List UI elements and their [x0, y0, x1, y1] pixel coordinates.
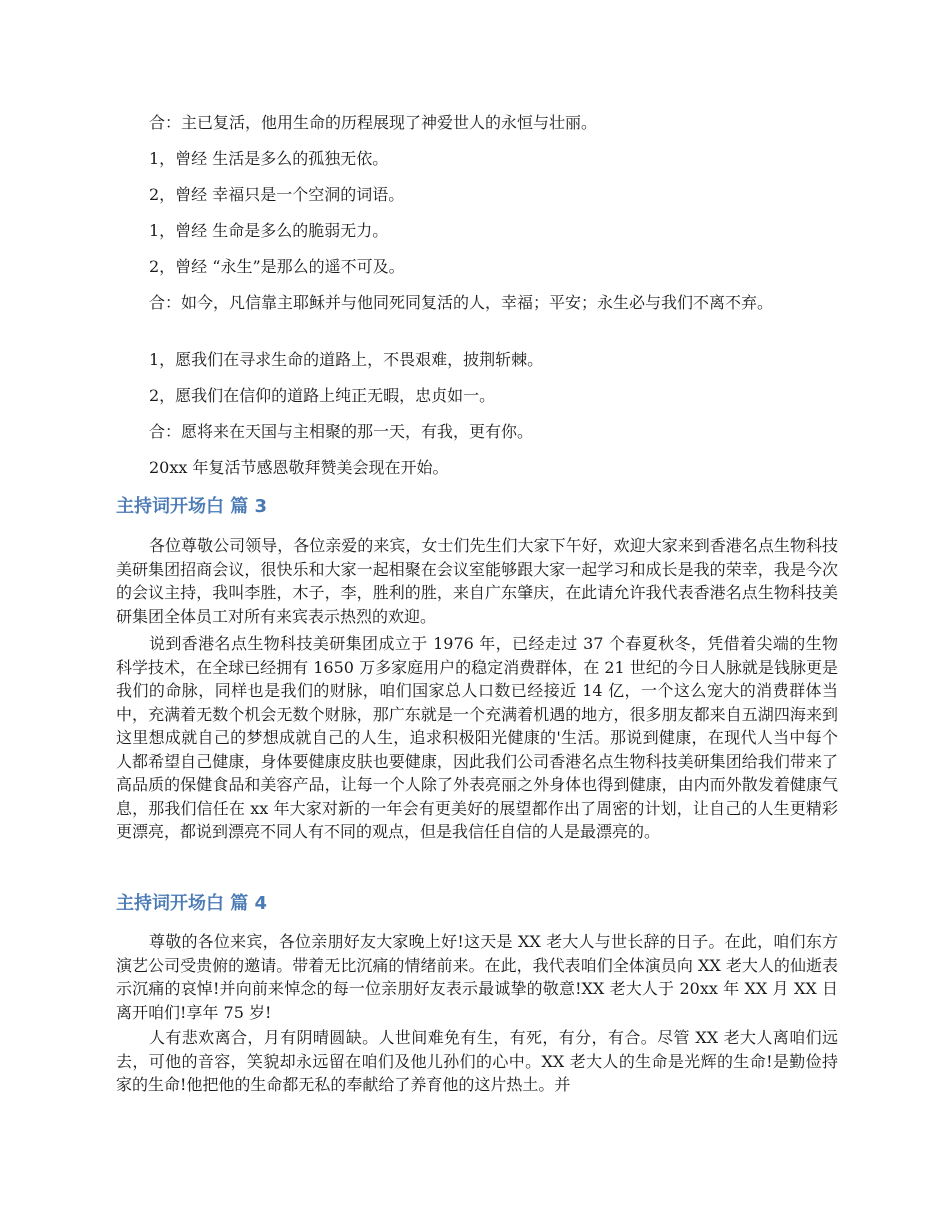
- dialogue-line: 2，曾经 幸福只是一个空洞的词语。: [149, 185, 405, 204]
- dialogue-line: 合：愿将来在天国与主相聚的那一天，有我，更有你。: [149, 422, 534, 441]
- dialogue-line: 20xx 年复活节感恩敬拜赞美会现在开始。: [149, 458, 449, 477]
- dialogue-line: 2，愿我们在信仰的道路上纯正无暇，忠贞如一。: [149, 386, 496, 405]
- dialogue-paragraph: 合：如今，凡信靠主耶稣并与他同死同复活的人，幸福；平安；永生必与我们不离不弃。: [149, 293, 774, 312]
- body-paragraph: 各位尊敬公司领导，各位亲爱的来宾，女士们先生们大家下午好，欢迎大家来到香港名点生物科技美研集团招商会议，很快乐和大家一起相聚在会议室能够跟大家一起学习和成长是我的荣幸，我是今次的会议主持，我叫李胜，木子，李，胜利的胜，来自广东肇庆，在此请允许我代表香港名点生物科技美研集团全体员工对所有来宾表示热烈的欢迎。: [116, 536, 838, 626]
- section-heading: 主持词开场白 篇 4: [116, 893, 268, 914]
- dialogue-line: 1，曾经 生活是多么的孤独无依。: [149, 149, 389, 168]
- dialogue-line: 1，曾经 生命是多么的脆弱无力。: [149, 221, 389, 240]
- body-paragraph: 说到香港名点生物科技美研集团成立于 1976 年，已经走过 37 个春夏秋冬，凭借着尖端的生物科学技术，在全球已经拥有 1650 万多家庭用户的稳定消费群体，在 21 世纪的今日人脉就是钱脉更是我们的命脉，同样也是我们的财脉，咱们国家总人口数已经接近 14 亿，一个这么宠大的消费群体当中，充满着无数个机会无数个财脉，那广东就是一个充满着机遇的地方，很多朋友都来自五湖四海来到这里想成就自己的梦想成就自己的人生，追求积极阳光健康的'生活。那说到健康，在现代人当中每个人都希望自己健康，身体要健康皮肤也要健康，因此我们公司香港名点生物科技美研集团给我们带来了高品质的保健食品和美容产品，让每一个人除了外表亮丽之外身体也得到健康，由内而外散发着健康气息，那我们信任在 xx 年大家对新的一年会有更美好的展望都作出了周密的计划，让自己的人生更精彩更漂亮，都说到漂亮不同人有不同的观点，但是我信任自信的人是最漂亮的。: [116, 634, 838, 841]
- dialogue-line: 合：主已复活，他用生命的历程展现了神爱世人的永恒与壮丽。: [149, 113, 598, 132]
- body-paragraph: 人有悲欢离合，月有阴晴圆缺。人世间难免有生，有死，有分，有合。尽管 XX 老大人离咱们远去，可他的音容，笑貌却永远留在咱们及他儿孙们的心中。XX 老大人的生命是光辉的生命!是勤俭持家的生命!他把他的生命都无私的奉献给了养育他的这片热土。并: [116, 1028, 838, 1094]
- section-heading: 主持词开场白 篇 3: [116, 496, 268, 517]
- dialogue-line: 1，愿我们在寻求生命的道路上，不畏艰难，披荆斩棘。: [149, 350, 544, 369]
- body-paragraph: 尊敬的各位来宾，各位亲朋好友大家晚上好!这天是 XX 老大人与世长辞的日子。在此，咱们东方演艺公司受贵俯的邀请。带着无比沉痛的情绪前来。在此，我代表咱们全体演员向 XX 老大人的仙逝表示沉痛的哀悼!并向前来悼念的每一位亲朋好友表示最诚挚的敬意!XX 老大人于 20xx 年 XX 月 XX 日离开咱们!享年 75 岁!: [116, 932, 838, 1022]
- dialogue-line: 2，曾经 “永生”是那么的遥不可及。: [149, 257, 405, 276]
